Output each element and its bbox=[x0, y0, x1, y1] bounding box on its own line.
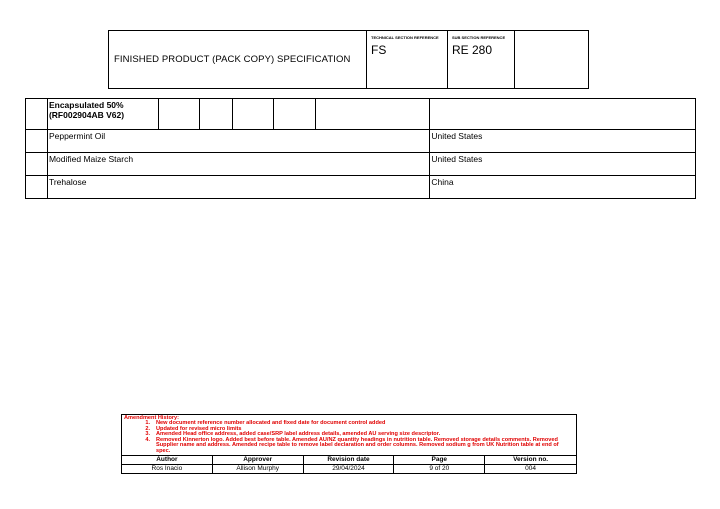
header-empty-cell bbox=[515, 31, 589, 89]
ingredient-group-line-1: Encapsulated 50% bbox=[48, 100, 124, 110]
page-number-value: 9 of 20 bbox=[394, 464, 485, 473]
sub-reference-value: RE 280 bbox=[452, 43, 493, 57]
ingredient-group-line-2: (RF002904AB V62) bbox=[48, 110, 125, 120]
ingredient-origin: United States bbox=[430, 153, 696, 176]
page-header: Page bbox=[394, 455, 485, 464]
ingredient-origin: United States bbox=[430, 130, 696, 153]
table-row bbox=[26, 153, 696, 176]
table-row bbox=[26, 176, 696, 199]
amendment-history bbox=[122, 415, 577, 456]
ingredient-group-row bbox=[26, 99, 696, 130]
document-control-footer bbox=[121, 414, 577, 474]
amendment-item: 2. Updated for revised micro limits bbox=[145, 425, 242, 432]
spec-header bbox=[108, 30, 589, 89]
amendment-list bbox=[124, 421, 574, 455]
technical-reference-label: TECHNICAL SECTION REFERENCE bbox=[371, 35, 439, 40]
version-header: Version no. bbox=[485, 455, 577, 464]
footer-values-row bbox=[122, 464, 577, 473]
amendment-history-title: Amendment History: bbox=[124, 415, 180, 421]
ingredient-group-name bbox=[47, 99, 158, 130]
revision-date-header: Revision date bbox=[303, 455, 394, 464]
sub-reference-cell bbox=[448, 31, 515, 89]
technical-reference-value: FS bbox=[371, 43, 387, 57]
ingredient-name: Peppermint Oil bbox=[47, 130, 429, 153]
ingredient-name: Trehalose bbox=[47, 176, 429, 199]
amendment-item: 3. Amended Head office address, added case/SRP label address details, amended AU serving size descriptor. bbox=[145, 431, 441, 438]
table-row bbox=[26, 130, 696, 153]
version-value: 004 bbox=[485, 464, 577, 473]
amendment-item: 1. New document reference number allocated and fixed date for document control added bbox=[145, 420, 386, 426]
approver-header: Approver bbox=[212, 455, 303, 464]
technical-reference-cell bbox=[367, 31, 448, 89]
ingredient-origin: China bbox=[430, 176, 696, 199]
sub-reference-label: SUB SECTION REFERENCE bbox=[452, 35, 506, 40]
footer-header-row bbox=[122, 455, 577, 464]
amendment-item: 4. Removed Kinnerton logo. Added best before table. Amended AU/NZ quantity headings in nutrition table. Removed storage details comments. Removed Supplier name and address. Amended recipe table to remove label declaration and order columns. Removed sodium g from UK Nutrition table at end of spec. bbox=[145, 436, 559, 454]
revision-date-value: 29/04/2024 bbox=[303, 464, 394, 473]
author-value: Ros Inacio bbox=[122, 464, 213, 473]
approver-value: Allison Murphy bbox=[212, 464, 303, 473]
author-header: Author bbox=[122, 455, 213, 464]
ingredient-name: Modified Maize Starch bbox=[47, 153, 429, 176]
document-title: FINISHED PRODUCT (PACK COPY) SPECIFICATION bbox=[109, 31, 367, 89]
ingredients-table bbox=[25, 98, 696, 199]
